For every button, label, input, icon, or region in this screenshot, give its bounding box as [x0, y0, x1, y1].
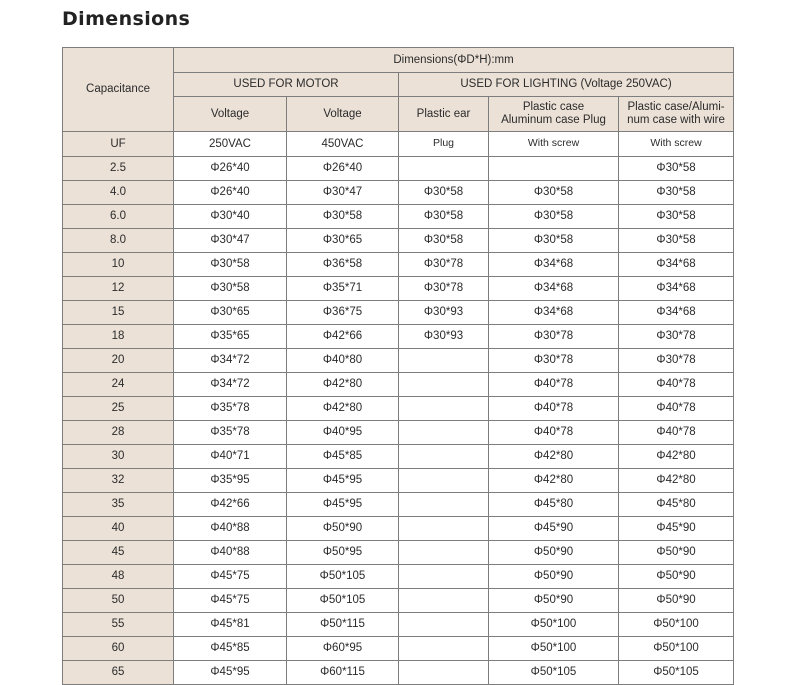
plastic-case-plug-cell: Φ50*105 [489, 661, 619, 685]
capacitance-cell: 55 [63, 613, 174, 637]
plastic-ear-cell [399, 469, 489, 493]
table-row [63, 493, 734, 517]
plastic-case-wire-cell: Φ34*68 [619, 301, 734, 325]
plastic-case-wire-header [619, 97, 734, 132]
capacitance-cell: 50 [63, 589, 174, 613]
motor-450vac-cell: Φ40*80 [287, 349, 399, 373]
motor-450vac-cell: Φ50*115 [287, 613, 399, 637]
motor-450vac-cell: Φ60*95 [287, 637, 399, 661]
table-row [63, 541, 734, 565]
capacitance-cell: 32 [63, 469, 174, 493]
plastic-ear-cell: Φ30*58 [399, 229, 489, 253]
capacitance-cell: 25 [63, 397, 174, 421]
plastic-case-plug-cell: Φ30*58 [489, 229, 619, 253]
motor-250vac-cell: Φ45*75 [174, 589, 287, 613]
capacitance-cell: 2.5 [63, 157, 174, 181]
plastic-case-plug-cell: Φ45*90 [489, 517, 619, 541]
motor-450vac-cell: Φ30*58 [287, 205, 399, 229]
plastic-case-label: Plastic case [522, 101, 585, 114]
capacitance-header: Capacitance [63, 48, 174, 132]
plastic-case-plug-cell: Φ30*78 [489, 325, 619, 349]
plastic-case-plug-cell: Φ42*80 [489, 469, 619, 493]
motor-450vac-cell: Φ36*75 [287, 301, 399, 325]
motor-450vac-cell: Φ35*71 [287, 277, 399, 301]
capacitance-cell: 60 [63, 637, 174, 661]
motor-450vac-cell: Φ50*95 [287, 541, 399, 565]
plastic-case-wire-cell: Φ30*58 [619, 157, 734, 181]
plastic-ear-cell [399, 541, 489, 565]
plastic-case-plug-header [489, 97, 619, 132]
motor-250vac-cell: Φ45*95 [174, 661, 287, 685]
plastic-case-wire-cell: Φ50*90 [619, 589, 734, 613]
motor-250vac-cell: Φ35*78 [174, 421, 287, 445]
table-row [63, 445, 734, 469]
with-screw-label: With screw [619, 132, 734, 157]
motor-250vac-cell: Φ30*58 [174, 277, 287, 301]
plastic-ear-cell [399, 661, 489, 685]
page-title: Dimensions [62, 8, 191, 30]
plastic-case-plug-cell: Φ40*78 [489, 397, 619, 421]
motor-250vac-cell: Φ40*71 [174, 445, 287, 469]
plastic-ear-cell [399, 349, 489, 373]
capacitance-cell: 12 [63, 277, 174, 301]
capacitance-cell: 65 [63, 661, 174, 685]
table-row [63, 349, 734, 373]
voltage-250vac: 250VAC [174, 132, 287, 157]
plastic-case-plug-cell: Φ50*100 [489, 613, 619, 637]
table-row [63, 253, 734, 277]
plastic-ear-cell: Φ30*58 [399, 205, 489, 229]
plastic-case-plug-cell: Φ45*80 [489, 493, 619, 517]
plastic-case-wire-cell: Φ45*90 [619, 517, 734, 541]
motor-450vac-cell: Φ45*85 [287, 445, 399, 469]
motor-450vac-cell: Φ50*90 [287, 517, 399, 541]
plastic-ear-cell: Φ30*78 [399, 253, 489, 277]
capacitance-cell: 18 [63, 325, 174, 349]
plastic-ear-cell [399, 613, 489, 637]
plastic-ear-cell: Φ30*93 [399, 325, 489, 349]
plastic-case-plug-cell: Φ50*100 [489, 637, 619, 661]
table-row [63, 613, 734, 637]
plastic-case-wire-cell: Φ45*80 [619, 493, 734, 517]
motor-450vac-cell: Φ42*66 [287, 325, 399, 349]
table-row [63, 205, 734, 229]
motor-250vac-cell: Φ45*85 [174, 637, 287, 661]
plastic-ear-header: Plastic ear [399, 97, 489, 132]
capacitance-cell: 10 [63, 253, 174, 277]
plastic-ear-cell [399, 493, 489, 517]
aluminum-case-plug-label: Aluminum case Plug [501, 114, 606, 126]
capacitance-cell: 45 [63, 541, 174, 565]
unit-header: UF [63, 132, 174, 157]
plastic-case-wire-cell: Φ30*58 [619, 205, 734, 229]
motor-250vac-cell: Φ30*40 [174, 205, 287, 229]
plastic-case-plug-cell: Φ40*78 [489, 421, 619, 445]
plastic-case-wire-cell: Φ40*78 [619, 373, 734, 397]
plastic-case-plug-cell: Φ34*68 [489, 277, 619, 301]
motor-450vac-cell: Φ30*65 [287, 229, 399, 253]
plastic-ear-cell [399, 421, 489, 445]
plastic-case-wire-cell: Φ42*80 [619, 445, 734, 469]
plastic-ear-cell [399, 397, 489, 421]
plastic-ear-cell: Φ30*78 [399, 277, 489, 301]
plastic-case-wire-cell: Φ34*68 [619, 277, 734, 301]
table-row [63, 181, 734, 205]
table-row [63, 517, 734, 541]
plastic-case-plug-cell: Φ34*68 [489, 253, 619, 277]
capacitance-cell: 28 [63, 421, 174, 445]
motor-250vac-cell: Φ34*72 [174, 349, 287, 373]
plastic-case-plug-cell: Φ42*80 [489, 445, 619, 469]
motor-250vac-cell: Φ26*40 [174, 181, 287, 205]
plastic-case-wire-cell: Φ40*78 [619, 421, 734, 445]
plastic-ear-cell [399, 157, 489, 181]
plastic-case-wire-cell: Φ30*78 [619, 349, 734, 373]
plastic-ear-cell [399, 589, 489, 613]
table-row [63, 397, 734, 421]
motor-250vac-cell: Φ35*65 [174, 325, 287, 349]
motor-250vac-cell: Φ45*81 [174, 613, 287, 637]
used-for-motor-header: USED FOR MOTOR [174, 73, 399, 97]
capacitance-cell: 4.0 [63, 181, 174, 205]
case-with-wire-label: num case with wire [627, 114, 725, 126]
plastic-case-wire-cell: Φ34*68 [619, 253, 734, 277]
capacitance-cell: 30 [63, 445, 174, 469]
plug-label: Plug [399, 132, 489, 157]
plastic-case-wire-cell: Φ30*78 [619, 325, 734, 349]
plastic-case-wire-cell: Φ42*80 [619, 469, 734, 493]
table-row [63, 637, 734, 661]
voltage-header-250: Voltage [174, 97, 287, 132]
capacitance-cell: 35 [63, 493, 174, 517]
motor-450vac-cell: Φ42*80 [287, 397, 399, 421]
plastic-case-plug-cell: Φ50*90 [489, 565, 619, 589]
capacitance-cell: 8.0 [63, 229, 174, 253]
capacitance-cell: 24 [63, 373, 174, 397]
plastic-ear-cell [399, 373, 489, 397]
motor-450vac-cell: Φ45*95 [287, 493, 399, 517]
table-row [63, 589, 734, 613]
table-row [63, 421, 734, 445]
table-row [63, 325, 734, 349]
motor-250vac-cell: Φ35*95 [174, 469, 287, 493]
motor-450vac-cell: Φ50*105 [287, 589, 399, 613]
plastic-case-alum-label: Plastic case/Alumi- [627, 101, 725, 114]
motor-450vac-cell: Φ30*47 [287, 181, 399, 205]
plastic-case-plug-cell: Φ50*90 [489, 589, 619, 613]
table-row [63, 157, 734, 181]
plastic-ear-cell [399, 565, 489, 589]
motor-450vac-cell: Φ45*95 [287, 469, 399, 493]
plastic-case-wire-cell: Φ50*100 [619, 637, 734, 661]
plastic-case-plug-cell: Φ34*68 [489, 301, 619, 325]
dimensions-header: Dimensions(ΦD*H):mm [174, 48, 734, 73]
table-row [63, 301, 734, 325]
plastic-case-wire-cell: Φ50*90 [619, 541, 734, 565]
motor-450vac-cell: Φ26*40 [287, 157, 399, 181]
plastic-case-plug-cell: Φ40*78 [489, 373, 619, 397]
plastic-case-plug-cell: Φ30*58 [489, 205, 619, 229]
capacitance-cell: 15 [63, 301, 174, 325]
plastic-case-wire-cell: Φ50*105 [619, 661, 734, 685]
dimensions-table [62, 47, 734, 685]
capacitance-cell: 20 [63, 349, 174, 373]
motor-250vac-cell: Φ40*88 [174, 517, 287, 541]
motor-250vac-cell: Φ40*88 [174, 541, 287, 565]
plastic-case-plug-cell: Φ30*78 [489, 349, 619, 373]
motor-450vac-cell: Φ40*95 [287, 421, 399, 445]
capacitance-cell: 40 [63, 517, 174, 541]
plastic-case-wire-cell: Φ30*58 [619, 229, 734, 253]
plastic-ear-cell [399, 637, 489, 661]
motor-450vac-cell: Φ50*105 [287, 565, 399, 589]
plastic-case-wire-cell: Φ50*90 [619, 565, 734, 589]
with-screw-label: With screw [489, 132, 619, 157]
plastic-ear-cell [399, 445, 489, 469]
table-row [63, 469, 734, 493]
plastic-ear-cell: Φ30*93 [399, 301, 489, 325]
capacitance-cell: 6.0 [63, 205, 174, 229]
plastic-case-wire-cell: Φ40*78 [619, 397, 734, 421]
motor-250vac-cell: Φ42*66 [174, 493, 287, 517]
motor-450vac-cell: Φ42*80 [287, 373, 399, 397]
table-row [63, 373, 734, 397]
motor-250vac-cell: Φ45*75 [174, 565, 287, 589]
plastic-case-wire-cell: Φ50*100 [619, 613, 734, 637]
table-row [63, 229, 734, 253]
motor-450vac-cell: Φ36*58 [287, 253, 399, 277]
voltage-header-450: Voltage [287, 97, 399, 132]
table-row [63, 661, 734, 685]
plastic-case-plug-cell [489, 157, 619, 181]
voltage-450vac: 450VAC [287, 132, 399, 157]
motor-450vac-cell: Φ60*115 [287, 661, 399, 685]
plastic-ear-cell [399, 517, 489, 541]
capacitance-cell: 48 [63, 565, 174, 589]
table-row [63, 565, 734, 589]
motor-250vac-cell: Φ30*58 [174, 253, 287, 277]
plastic-case-plug-cell: Φ30*58 [489, 181, 619, 205]
plastic-case-plug-cell: Φ50*90 [489, 541, 619, 565]
motor-250vac-cell: Φ30*65 [174, 301, 287, 325]
motor-250vac-cell: Φ34*72 [174, 373, 287, 397]
motor-250vac-cell: Φ26*40 [174, 157, 287, 181]
plastic-case-wire-cell: Φ30*58 [619, 181, 734, 205]
plastic-ear-cell: Φ30*58 [399, 181, 489, 205]
used-for-lighting-header: USED FOR LIGHTING (Voltage 250VAC) [399, 73, 734, 97]
motor-250vac-cell: Φ30*47 [174, 229, 287, 253]
table-row [63, 277, 734, 301]
motor-250vac-cell: Φ35*78 [174, 397, 287, 421]
